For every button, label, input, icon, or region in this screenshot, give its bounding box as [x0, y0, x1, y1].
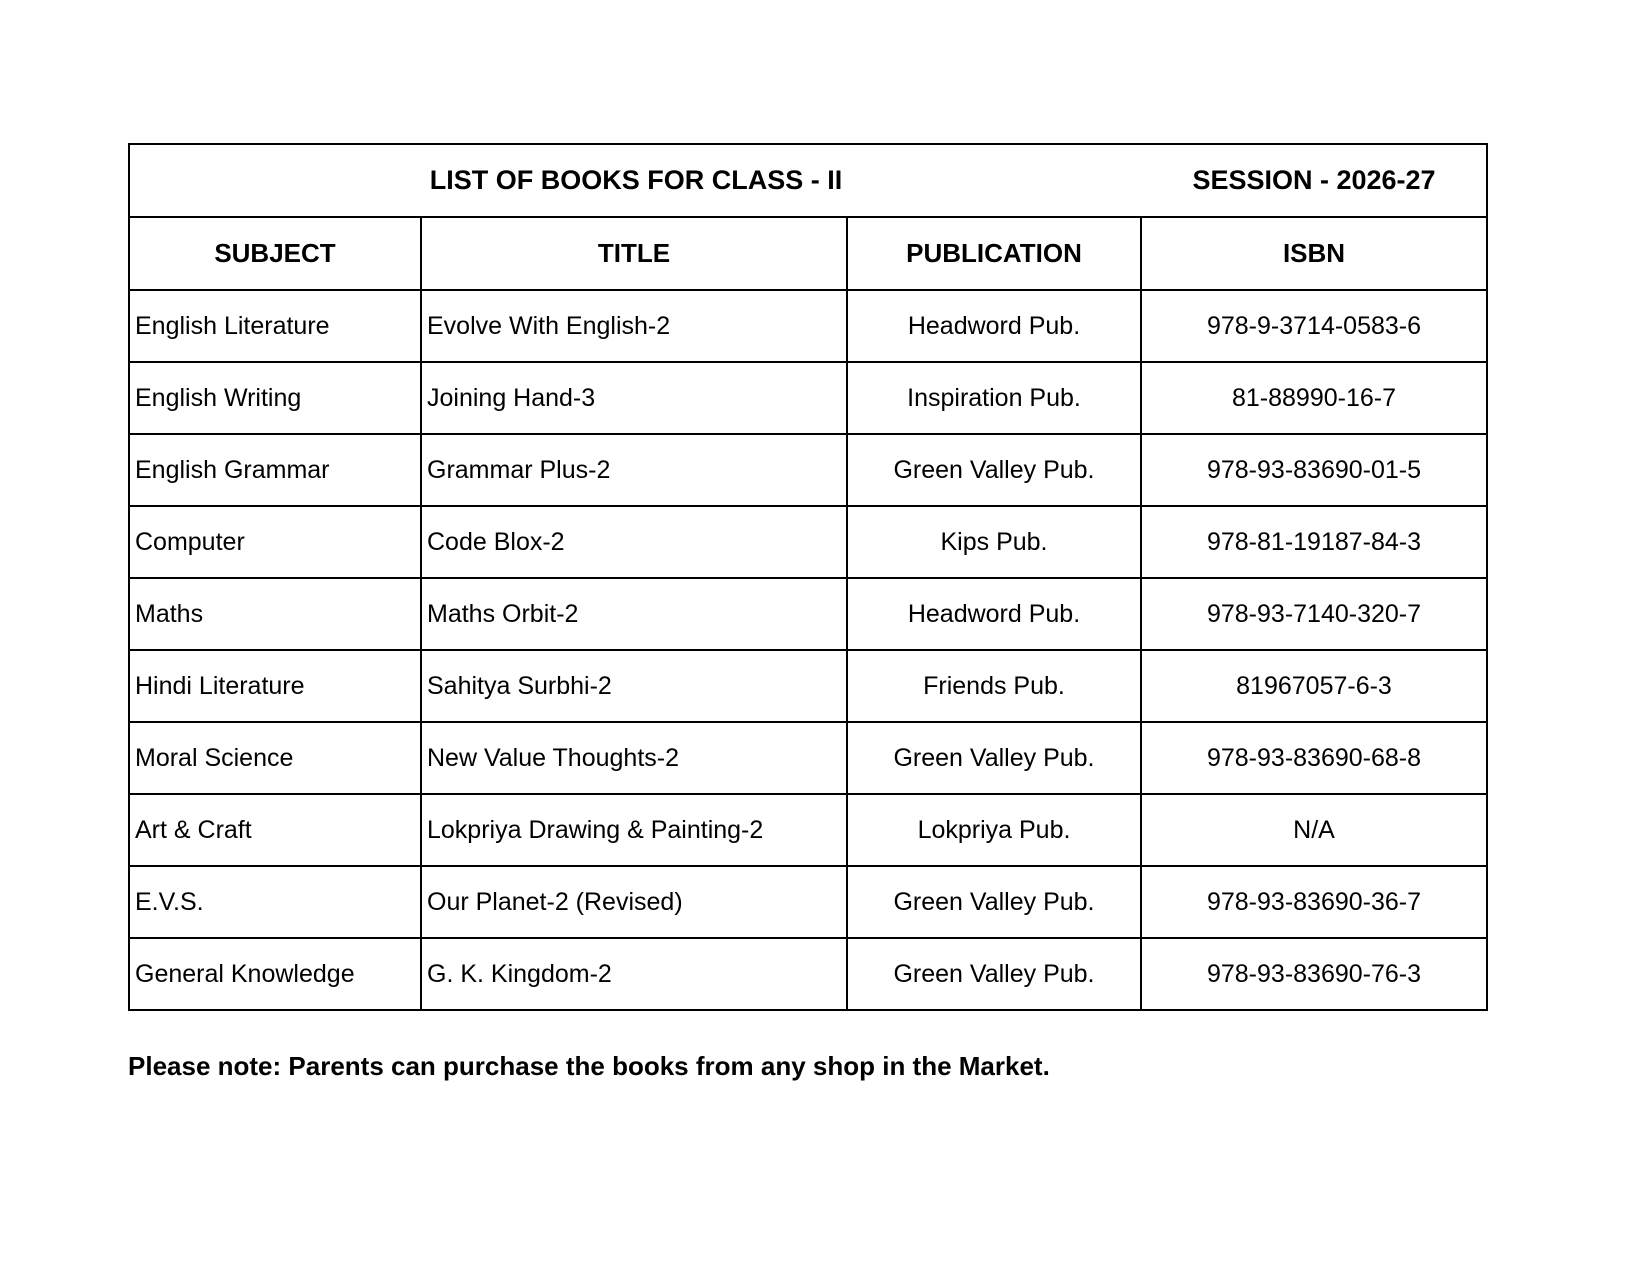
table-row — [129, 938, 1487, 1010]
table-row — [129, 794, 1487, 866]
table-row — [129, 290, 1487, 362]
table-row — [129, 434, 1487, 506]
cell-title: Our Planet-2 (Revised) — [421, 866, 847, 938]
cell-publication: Lokpriya Pub. — [847, 794, 1141, 866]
cell-subject: Hindi Literature — [129, 650, 421, 722]
cell-isbn: 81-88990-16-7 — [1141, 362, 1487, 434]
cell-isbn: 978-81-19187-84-3 — [1141, 506, 1487, 578]
title-banner-cell — [129, 144, 1487, 217]
table-title-row — [129, 144, 1487, 217]
cell-publication: Friends Pub. — [847, 650, 1141, 722]
cell-isbn: 978-93-83690-76-3 — [1141, 938, 1487, 1010]
cell-subject: General Knowledge — [129, 938, 421, 1010]
title-banner — [130, 165, 1486, 196]
book-list-table — [128, 143, 1488, 1011]
cell-publication: Green Valley Pub. — [847, 434, 1141, 506]
cell-subject: Moral Science — [129, 722, 421, 794]
table-row — [129, 866, 1487, 938]
cell-subject: Maths — [129, 578, 421, 650]
cell-subject: English Grammar — [129, 434, 421, 506]
table-row — [129, 722, 1487, 794]
cell-isbn: 978-9-3714-0583-6 — [1141, 290, 1487, 362]
cell-subject: English Literature — [129, 290, 421, 362]
header-title: TITLE — [421, 217, 847, 290]
cell-isbn: 81967057-6-3 — [1141, 650, 1487, 722]
header-isbn: ISBN — [1141, 217, 1487, 290]
table-row — [129, 362, 1487, 434]
cell-title: New Value Thoughts-2 — [421, 722, 847, 794]
cell-publication: Headword Pub. — [847, 290, 1141, 362]
cell-subject: English Writing — [129, 362, 421, 434]
header-publication: PUBLICATION — [847, 217, 1141, 290]
cell-isbn: 978-93-83690-68-8 — [1141, 722, 1487, 794]
cell-isbn: 978-93-83690-01-5 — [1141, 434, 1487, 506]
cell-isbn: 978-93-83690-36-7 — [1141, 866, 1487, 938]
cell-title: Joining Hand-3 — [421, 362, 847, 434]
table-header-row — [129, 217, 1487, 290]
cell-title: Maths Orbit-2 — [421, 578, 847, 650]
cell-title: Code Blox-2 — [421, 506, 847, 578]
cell-subject: Art & Craft — [129, 794, 421, 866]
table-row — [129, 650, 1487, 722]
cell-subject: E.V.S. — [129, 866, 421, 938]
cell-subject: Computer — [129, 506, 421, 578]
cell-title: Sahitya Surbhi-2 — [421, 650, 847, 722]
header-subject: SUBJECT — [129, 217, 421, 290]
page-title: LIST OF BOOKS FOR CLASS - II — [429, 165, 843, 195]
footer-note: Please note: Parents can purchase the books from any shop in the Market. — [128, 1051, 1050, 1081]
cell-publication: Green Valley Pub. — [847, 938, 1141, 1010]
cell-title: Grammar Plus-2 — [421, 434, 847, 506]
cell-publication: Kips Pub. — [847, 506, 1141, 578]
cell-isbn: N/A — [1141, 794, 1487, 866]
cell-title: G. K. Kingdom-2 — [421, 938, 847, 1010]
cell-title: Evolve With English-2 — [421, 290, 847, 362]
session-label: SESSION - 2026-27 — [1192, 165, 1436, 195]
cell-publication: Headword Pub. — [847, 578, 1141, 650]
cell-title: Lokpriya Drawing & Painting-2 — [421, 794, 847, 866]
cell-publication: Green Valley Pub. — [847, 722, 1141, 794]
cell-publication: Inspiration Pub. — [847, 362, 1141, 434]
table-row — [129, 578, 1487, 650]
cell-publication: Green Valley Pub. — [847, 866, 1141, 938]
cell-isbn: 978-93-7140-320-7 — [1141, 578, 1487, 650]
table-row — [129, 506, 1487, 578]
